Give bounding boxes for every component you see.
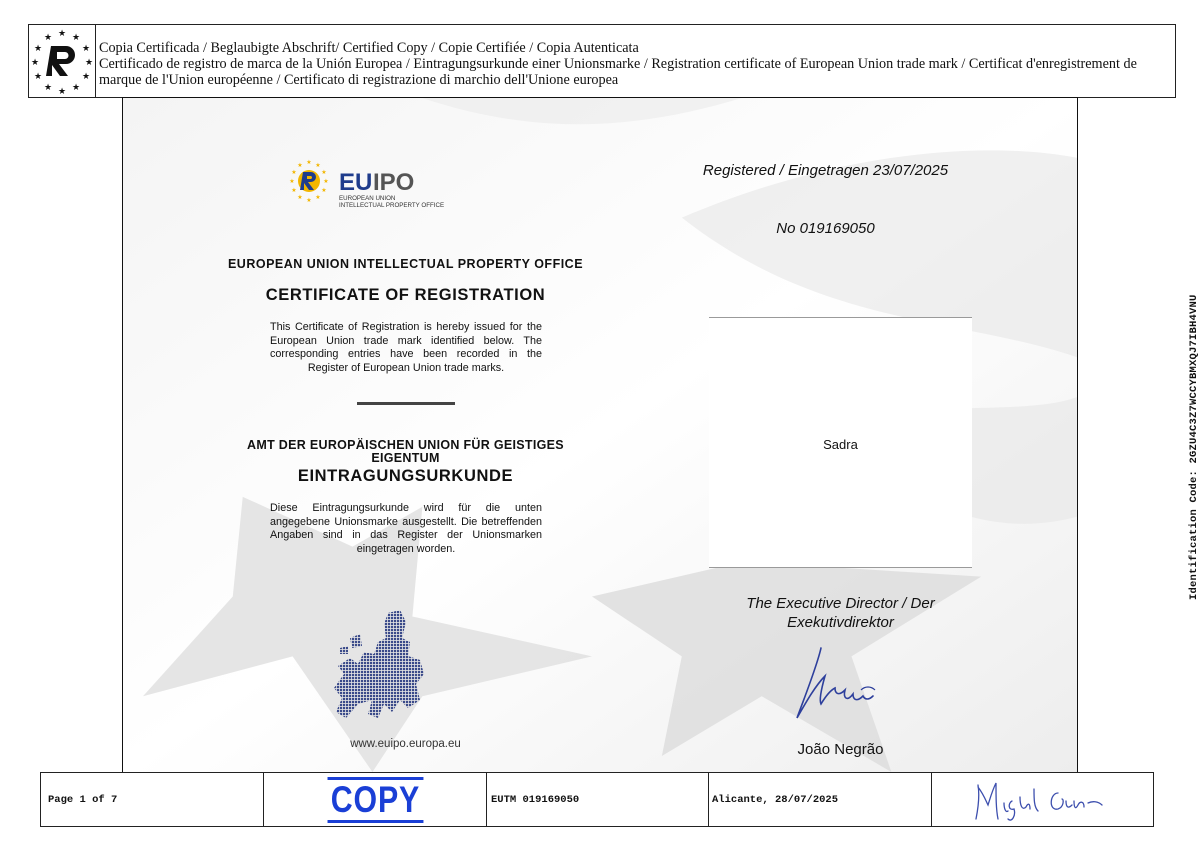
certificate-title-de: EINTRAGUNGSURKUNDE [297, 467, 514, 485]
eu-map-icon [328, 608, 438, 738]
logo-sub-2: INTELLECTUAL PROPERTY OFFICE [339, 202, 445, 209]
svg-text:★: ★ [81, 72, 91, 82]
svg-text:★: ★ [57, 87, 67, 94]
svg-text:★: ★ [323, 178, 329, 185]
svg-text:★: ★ [33, 44, 43, 54]
office-name-de: AMT DER EUROPÄISCHEN UNION FÜR GEISTIGES EIGENTUM [247, 438, 564, 465]
svg-text:★: ★ [30, 58, 40, 68]
registration-certificate [122, 97, 1078, 773]
website-link[interactable]: www.euipo.europa.eu [350, 738, 461, 750]
header-line-1: Copia Certificada / Beglaubigte Abschrift/ Certified Copy / Copie Certifiée / Copia Autenticata [99, 40, 639, 56]
page-indicator: Page 1 of 7 [41, 773, 264, 826]
copy-stamp: COPY [327, 777, 423, 823]
logo-ipo: IPO [373, 169, 415, 196]
svg-text:★: ★ [321, 187, 327, 194]
director-signature [791, 646, 891, 729]
executive-director-title [713, 594, 968, 632]
svg-text:★: ★ [33, 72, 43, 82]
trade-mark-text: Sadra [823, 437, 858, 452]
svg-text:★: ★ [289, 178, 295, 185]
logo-sub-1: EUROPEAN UNION [339, 195, 396, 202]
svg-text:★: ★ [297, 162, 303, 169]
certificate-body-en: This Certificate of Registration is hereby issued for the European Union trade mark identified below. The corresponding entries have been recorded in the Register of European Union trade marks. [270, 321, 542, 374]
logo-eu: EU [339, 169, 373, 196]
registered-date: Registered / Eingetragen 23/07/2025 [702, 162, 949, 179]
svg-text:★: ★ [315, 162, 321, 169]
svg-text:★: ★ [306, 197, 312, 204]
eutm-number: EUTM 019169050 [487, 773, 709, 826]
director-title-line-2: Exekutivdirektor [787, 614, 894, 631]
svg-text:★: ★ [297, 194, 303, 201]
registered-r-stars-icon [29, 28, 95, 94]
svg-text:★: ★ [57, 29, 67, 39]
svg-text:★: ★ [43, 83, 53, 93]
director-name: João Negrão [797, 741, 884, 758]
section-divider [357, 402, 455, 405]
certified-copy-header [28, 24, 1176, 98]
svg-text:★: ★ [84, 58, 94, 68]
svg-text:★: ★ [291, 169, 297, 176]
header-logo [29, 25, 96, 97]
certifier-signature [968, 775, 1118, 825]
svg-text:★: ★ [71, 33, 81, 43]
svg-text:★: ★ [321, 169, 327, 176]
svg-text:★: ★ [315, 194, 321, 201]
copy-stamp-cell [264, 773, 487, 826]
identification-code: Identification Code: 2GZU4C3Z7WCCYBMXQJ7IBH4VNU [1188, 294, 1200, 600]
svg-text:★: ★ [81, 44, 91, 54]
header-line-2: Certificado de registro de marca de la Unión Europea / Eintragungsurkunde einer Unionsmarke / Registration certificate of European Union trade mark / Certificat d'enregistrement de marque de l'Union européenne / Certificato di registrazione di marchio dell'Unione europea [99, 56, 1137, 88]
svg-text:★: ★ [71, 83, 81, 93]
svg-text:★: ★ [291, 187, 297, 194]
director-title-line-1: The Executive Director / Der [746, 595, 935, 612]
certificate-title-en: CERTIFICATE OF REGISTRATION [265, 286, 546, 304]
office-name-en: EUROPEAN UNION INTELLECTUAL PROPERTY OFFICE [227, 257, 584, 271]
svg-text:★: ★ [43, 33, 53, 43]
place-date: Alicante, 28/07/2025 [709, 773, 932, 826]
certificate-body-de: Diese Eintragungsurkunde wird für die unten angegebene Unionsmarke ausgestellt. Die betreffenden Angaben sind in das Register der Unionsmarken eingetragen worden. [270, 502, 542, 555]
euipo-logo [283, 156, 473, 219]
trade-mark-box [709, 317, 972, 568]
certifier-signature-cell [932, 773, 1153, 826]
footer-bar [40, 772, 1154, 827]
registration-number: No 019169050 [776, 220, 875, 237]
svg-text:★: ★ [306, 159, 312, 166]
header-text [96, 25, 1175, 97]
